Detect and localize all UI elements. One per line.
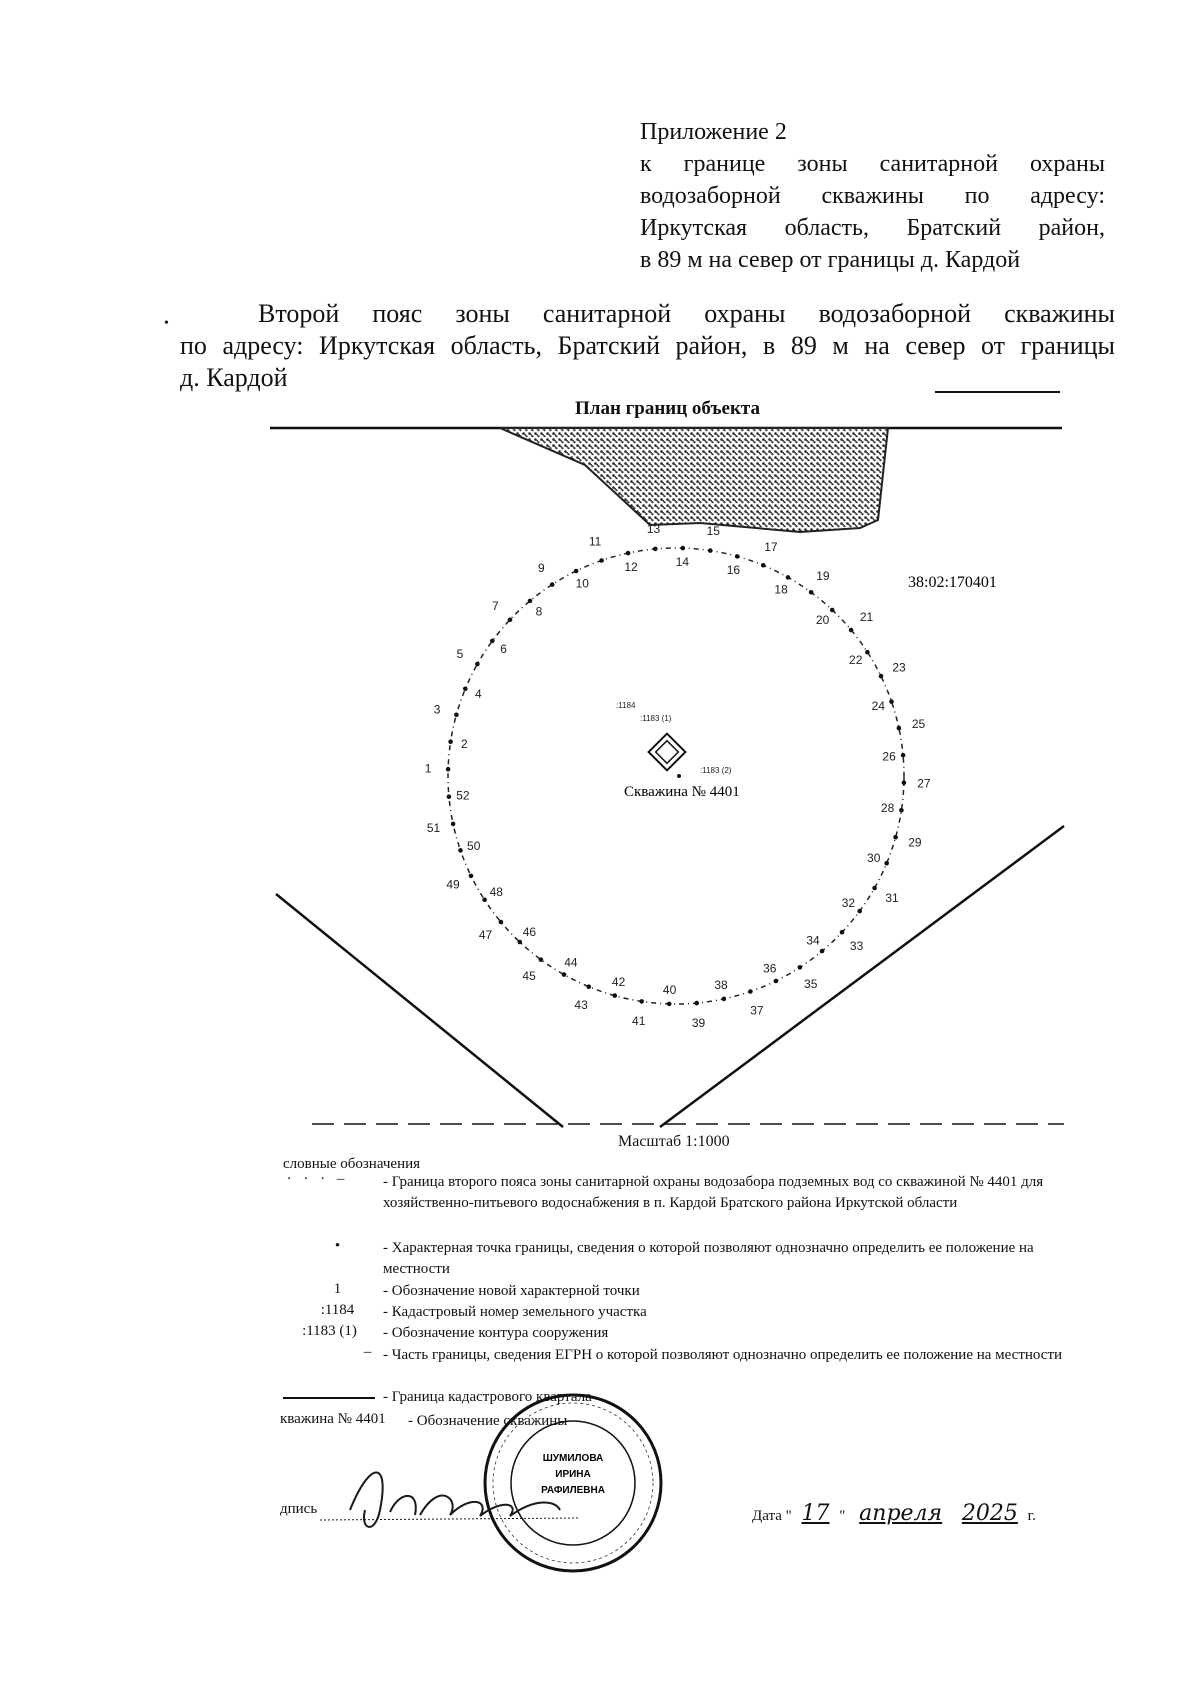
characteristic-point bbox=[490, 639, 495, 644]
quarter-boundary-left bbox=[276, 894, 563, 1127]
appendix-line: Приложение 2 bbox=[640, 119, 787, 145]
point-label: 37 bbox=[750, 1003, 764, 1018]
point-label: 35 bbox=[804, 977, 818, 992]
characteristic-point bbox=[722, 997, 727, 1002]
parcel-label: :1184 bbox=[616, 701, 636, 710]
point-label: 30 bbox=[867, 850, 881, 865]
characteristic-point bbox=[653, 547, 658, 552]
legend-text: - Обозначение контура сооружения bbox=[383, 1325, 609, 1341]
characteristic-point bbox=[901, 753, 906, 758]
point-label: 25 bbox=[911, 716, 926, 731]
characteristic-point bbox=[454, 713, 459, 718]
point-label: 32 bbox=[841, 895, 856, 910]
characteristic-point bbox=[639, 999, 644, 1004]
point-label: 2 bbox=[461, 736, 468, 751]
hatched-area bbox=[500, 428, 888, 532]
heading-line: Второй пояс зоны санитарной охраны водозаборной скважины bbox=[258, 299, 1115, 328]
legend-symbol-point: • bbox=[334, 1238, 341, 1254]
point-label: 13 bbox=[646, 522, 661, 536]
well-label: Скважина № 4401 bbox=[624, 784, 740, 800]
point-label: 34 bbox=[806, 933, 820, 948]
characteristic-point bbox=[761, 563, 766, 568]
date-day: 17 bbox=[801, 1501, 830, 1526]
characteristic-point bbox=[448, 739, 453, 744]
characteristic-point bbox=[458, 848, 463, 853]
quarter-boundary-right bbox=[660, 826, 1064, 1127]
characteristic-point bbox=[902, 781, 907, 786]
well-point bbox=[677, 774, 681, 778]
point-label: 4 bbox=[474, 687, 482, 702]
characteristic-point bbox=[889, 699, 894, 704]
appendix-line: Иркутская область, Братский район, bbox=[640, 215, 1105, 241]
characteristic-point bbox=[865, 650, 870, 655]
characteristic-point bbox=[626, 551, 631, 556]
stamp-name-line: РАФИЛЕВНА bbox=[541, 1485, 605, 1496]
contour-label-2: :1183 (2) bbox=[700, 766, 732, 775]
characteristic-point bbox=[809, 590, 814, 595]
contour-label-1: :1183 (1) bbox=[640, 714, 672, 723]
point-label: 20 bbox=[815, 613, 830, 628]
point-label: 28 bbox=[880, 801, 895, 816]
characteristic-point bbox=[539, 957, 544, 962]
point-label: 38 bbox=[714, 978, 728, 993]
point-label: 11 bbox=[588, 534, 602, 549]
characteristic-point bbox=[899, 808, 904, 813]
characteristic-point bbox=[774, 979, 779, 984]
point-label: 47 bbox=[478, 927, 493, 942]
point-label: 21 bbox=[859, 610, 874, 625]
legend-text: - Обозначение скважины bbox=[408, 1413, 568, 1429]
point-label: 26 bbox=[882, 749, 896, 764]
characteristic-point bbox=[849, 628, 854, 633]
legend-text: - Граница второго пояса зоны санитарной охраны водозабора подземных вод со скважиной № 4401 для хозяйственно-питьевого водоснабжения в п. Кардой Братского района Иркутской области bbox=[383, 1174, 1044, 1211]
legend-text: - Граница кадастрового квартала bbox=[383, 1389, 592, 1405]
point-label: 14 bbox=[675, 555, 690, 570]
legend-symbol-parcel: :1184 bbox=[320, 1302, 355, 1318]
point-label: 49 bbox=[446, 877, 460, 892]
appendix-line: к границе зоны санитарной охраны bbox=[640, 151, 1105, 177]
point-label: 3 bbox=[433, 702, 441, 717]
characteristic-point bbox=[735, 554, 740, 559]
point-label: 46 bbox=[522, 924, 537, 939]
legend-symbol-quarter bbox=[283, 1397, 375, 1399]
legend-symbol-contour: :1183 (1) bbox=[302, 1323, 357, 1339]
characteristic-point bbox=[798, 965, 803, 970]
date-month: апреля bbox=[859, 1501, 943, 1526]
characteristic-point bbox=[840, 930, 845, 935]
date-suffix: г. bbox=[1027, 1508, 1036, 1524]
point-label: 15 bbox=[706, 523, 720, 538]
characteristic-point bbox=[550, 582, 555, 587]
characteristic-point bbox=[451, 822, 456, 827]
legend-symbol-egrn: – bbox=[363, 1344, 372, 1360]
legend-symbol-boundary: · · · – bbox=[286, 1171, 349, 1187]
legend-symbol-new-point: 1 bbox=[333, 1281, 342, 1297]
point-label: 31 bbox=[885, 890, 899, 905]
characteristic-point bbox=[499, 920, 504, 925]
characteristic-point bbox=[463, 687, 468, 692]
legend-text: - Обозначение новой характерной точки bbox=[383, 1283, 640, 1299]
characteristic-point bbox=[667, 1002, 672, 1007]
appendix-line: в 89 м на север от границы д. Кардой bbox=[640, 247, 1021, 273]
date-field: Дата " 17 " апреля 2025 г. bbox=[752, 1501, 1036, 1526]
point-label: 17 bbox=[764, 539, 778, 554]
date-prefix: Дата " bbox=[752, 1508, 792, 1524]
characteristic-point bbox=[893, 835, 898, 840]
characteristic-point bbox=[562, 972, 567, 977]
characteristic-point bbox=[587, 984, 592, 989]
point-label: 50 bbox=[467, 838, 481, 853]
appendix-line: водозаборной скважины по адресу: bbox=[640, 183, 1105, 209]
characteristic-point bbox=[694, 1001, 699, 1006]
characteristic-point bbox=[830, 608, 835, 613]
characteristic-point bbox=[508, 618, 513, 623]
point-label: 42 bbox=[611, 975, 626, 990]
date-year: 2025 bbox=[961, 1501, 1018, 1526]
point-label: 1 bbox=[424, 761, 432, 776]
characteristic-point bbox=[786, 575, 791, 580]
characteristic-point bbox=[872, 886, 877, 891]
characteristic-point bbox=[748, 989, 753, 994]
signature-label: дпись bbox=[280, 1501, 318, 1517]
heading-line: д. Кардой bbox=[180, 363, 288, 392]
characteristic-point bbox=[469, 874, 474, 879]
characteristic-point bbox=[897, 726, 902, 731]
point-label: 6 bbox=[500, 642, 507, 657]
characteristic-point bbox=[475, 662, 480, 667]
point-label: 36 bbox=[763, 961, 777, 976]
legend-title: словные обозначения bbox=[283, 1156, 421, 1172]
characteristic-point bbox=[574, 569, 579, 574]
point-label: 5 bbox=[456, 647, 464, 662]
characteristic-point bbox=[482, 898, 487, 903]
point-label: 23 bbox=[892, 660, 906, 675]
point-label: 18 bbox=[774, 582, 788, 597]
scale-label: Масштаб 1:1000 bbox=[618, 1133, 730, 1150]
sanitary-zone-boundary bbox=[448, 548, 904, 1004]
heading-line: по адресу: Иркутская область, Братский район, в 89 м на север от границы bbox=[180, 331, 1115, 360]
characteristic-point bbox=[613, 993, 618, 998]
point-label: 52 bbox=[456, 788, 470, 803]
point-label: 51 bbox=[426, 821, 441, 836]
characteristic-point bbox=[518, 940, 523, 945]
legend-text: - Характерная точка границы, сведения о которой позволяют однозначно определить ее положение на местности bbox=[383, 1240, 1034, 1277]
well-structure bbox=[649, 734, 686, 771]
characteristic-point bbox=[708, 548, 713, 553]
characteristic-point bbox=[884, 861, 889, 866]
point-label: 45 bbox=[522, 968, 536, 983]
legend-text: - Кадастровый номер земельного участка bbox=[383, 1304, 647, 1320]
point-label: 9 bbox=[537, 560, 545, 575]
characteristic-point bbox=[447, 794, 452, 799]
stamp-name-line: ИРИНА bbox=[555, 1469, 591, 1480]
stamp-name-line: ШУМИЛОВА bbox=[542, 1453, 604, 1464]
point-label: 10 bbox=[575, 576, 589, 591]
point-label: 48 bbox=[489, 885, 503, 900]
point-label: 33 bbox=[849, 938, 864, 953]
legend-symbol-well: кважина № 4401 bbox=[280, 1411, 386, 1427]
point-label: 19 bbox=[816, 569, 830, 584]
point-label: 41 bbox=[632, 1014, 646, 1029]
point-label: 7 bbox=[492, 599, 499, 614]
characteristic-point bbox=[599, 558, 604, 563]
margin-mark: • bbox=[164, 316, 169, 331]
point-label: 22 bbox=[849, 652, 863, 667]
point-label: 43 bbox=[574, 998, 588, 1013]
point-label: 40 bbox=[662, 982, 677, 997]
characteristic-point bbox=[681, 546, 686, 551]
point-label: 16 bbox=[726, 562, 741, 577]
characteristic-point bbox=[857, 909, 862, 914]
characteristic-point bbox=[820, 949, 825, 954]
characteristic-point bbox=[446, 767, 451, 772]
legend-text: - Часть границы, сведения ЕГРН о которой позволяют однозначно определить ее положение на местности bbox=[383, 1347, 1063, 1363]
seal-stamp bbox=[478, 1388, 668, 1578]
point-label: 12 bbox=[624, 559, 638, 574]
point-label: 29 bbox=[908, 835, 922, 850]
point-label: 8 bbox=[535, 604, 543, 619]
point-label: 27 bbox=[917, 776, 931, 791]
plan-title: План границ объекта bbox=[575, 398, 760, 419]
point-label: 44 bbox=[564, 955, 578, 970]
characteristic-point bbox=[528, 599, 533, 604]
characteristic-point bbox=[879, 674, 884, 679]
point-label: 24 bbox=[871, 699, 885, 714]
cadastral-quarter-label: 38:02:170401 bbox=[908, 574, 997, 591]
point-label: 39 bbox=[691, 1016, 706, 1030]
